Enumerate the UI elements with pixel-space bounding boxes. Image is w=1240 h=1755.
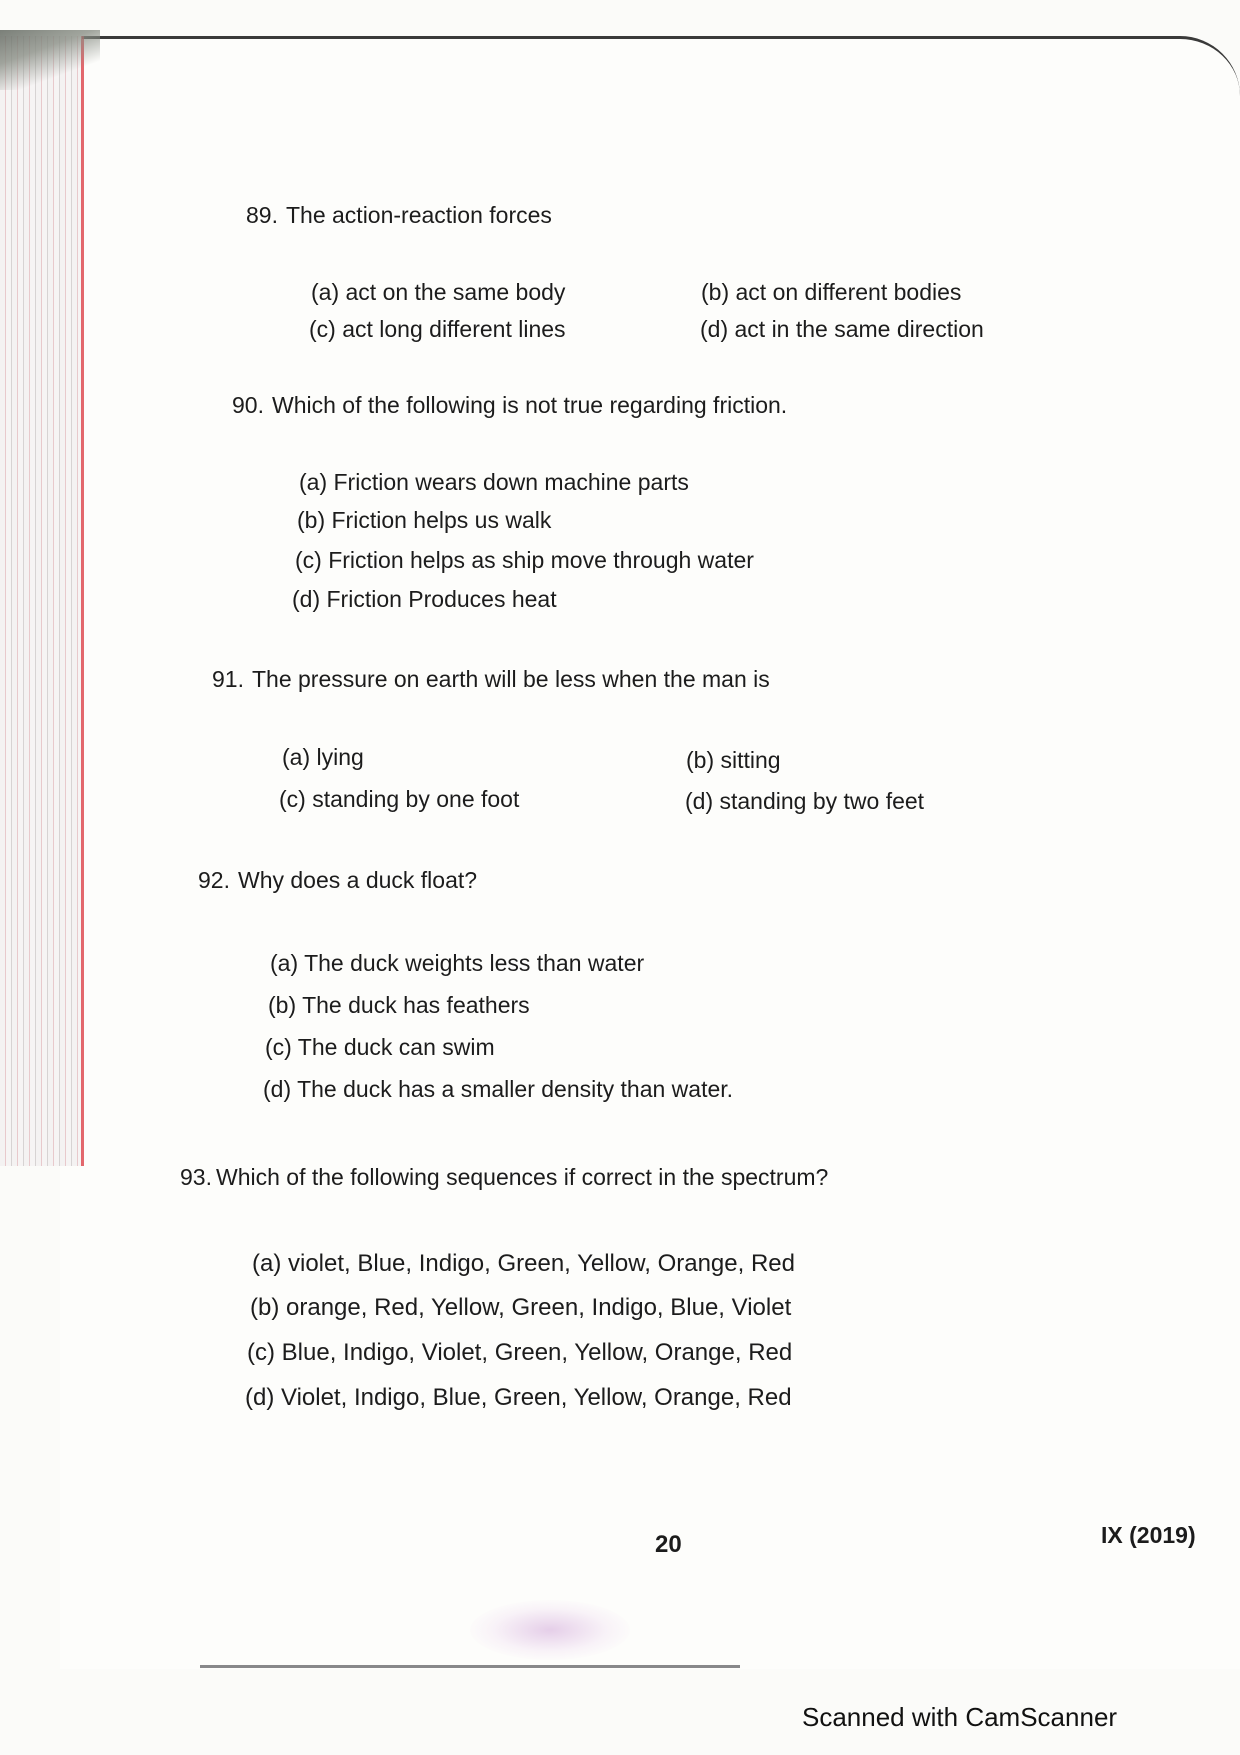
option-90-d: (d) Friction Produces heat — [292, 586, 557, 612]
option-93-b: (b) orange, Red, Yellow, Green, Indigo, Blue, Violet — [250, 1294, 792, 1321]
question-text: Which of the following sequences if correct in the spectrum? — [215, 1164, 829, 1190]
option-92-b: (b) The duck has feathers — [268, 992, 530, 1018]
option-91-b: (b) sitting — [686, 747, 781, 773]
option-93-a: (a) violet, Blue, Indigo, Green, Yellow, Orange, Red — [252, 1250, 795, 1277]
option-91-a: (a) lying — [282, 744, 364, 770]
option-89-b: (b) act on different bodies — [701, 279, 962, 305]
exam-code: IX (2019) — [1101, 1522, 1196, 1548]
option-90-a: (a) Friction wears down machine parts — [299, 469, 689, 495]
ink-smudge — [470, 1600, 630, 1660]
question-90 — [232, 390, 787, 420]
option-89-a: (a) act on the same body — [311, 279, 566, 305]
option-92-c: (c) The duck can swim — [265, 1034, 495, 1060]
option-90-c: (c) Friction helps as ship move through water — [295, 547, 754, 573]
option-89-d: (d) act in the same direction — [700, 316, 984, 342]
option-93-c: (c) Blue, Indigo, Violet, Green, Yellow, Orange, Red — [247, 1339, 793, 1366]
option-90-b: (b) Friction helps us walk — [297, 507, 552, 533]
option-89-c: (c) act long different lines — [309, 316, 566, 342]
question-text: The action-reaction forces — [285, 202, 552, 228]
question-89 — [246, 200, 552, 230]
book-corner — [0, 30, 100, 90]
option-92-a: (a) The duck weights less than water — [270, 950, 645, 976]
scanner-watermark: Scanned with CamScanner — [802, 1702, 1118, 1732]
option-92-d: (d) The duck has a smaller density than water. — [263, 1076, 734, 1102]
question-number: 89. — [246, 202, 278, 228]
question-number: 92. — [198, 867, 230, 893]
question-number: 93. — [180, 1164, 212, 1190]
question-text: Why does a duck float? — [237, 867, 478, 893]
question-number: 90. — [232, 392, 264, 418]
question-93 — [180, 1162, 828, 1192]
page-edges — [0, 36, 82, 1166]
paper-sheet — [60, 36, 1240, 1669]
option-93-d: (d) Violet, Indigo, Blue, Green, Yellow, Orange, Red — [245, 1384, 792, 1411]
question-91 — [212, 664, 770, 694]
question-92 — [198, 865, 477, 895]
bottom-edge-line — [200, 1665, 740, 1668]
question-text: The pressure on earth will be less when the man is — [251, 666, 770, 692]
option-91-d: (d) standing by two feet — [685, 788, 925, 814]
option-91-c: (c) standing by one foot — [279, 786, 520, 812]
question-text: Which of the following is not true regarding friction. — [271, 392, 788, 418]
question-number: 91. — [212, 666, 244, 692]
page-number: 20 — [655, 1531, 682, 1558]
